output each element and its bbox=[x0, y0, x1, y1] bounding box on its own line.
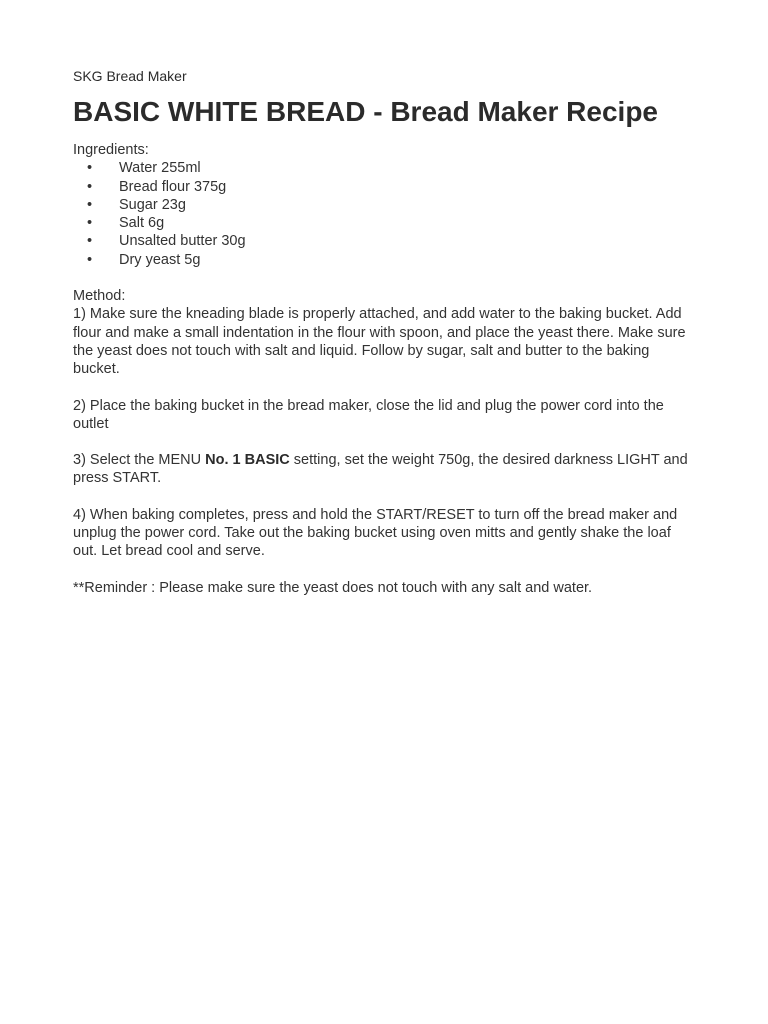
ingredient-text: Sugar 23g bbox=[119, 196, 186, 213]
step-3-text-start: 3) Select the MENU bbox=[73, 452, 206, 469]
ingredient-text: Unsalted butter 30g bbox=[119, 233, 246, 250]
list-item bbox=[73, 251, 695, 269]
ingredient-text: Salt 6g bbox=[119, 215, 165, 232]
method-section bbox=[73, 287, 695, 597]
bullet-icon: • bbox=[87, 178, 93, 195]
reminder-note: **Reminder : Please make sure the yeast does not touch with any salt and water. bbox=[73, 579, 593, 596]
ingredient-text: Dry yeast 5g bbox=[119, 251, 201, 268]
method-label: Method: bbox=[73, 288, 126, 305]
method-step-3 bbox=[73, 451, 695, 488]
list-item bbox=[73, 159, 695, 177]
method-step-1: 1) Make sure the kneading blade is properly attached, and add water to the baking bucket. Add flour and make a small indentation in the flour with spoon, and place the yeast there. Make sure the yeast does not touch with salt and liquid. Follow by sugar, salt and butter to the baking bucket. bbox=[73, 306, 686, 378]
list-item bbox=[73, 196, 695, 214]
bullet-icon: • bbox=[87, 251, 93, 268]
ingredients-list bbox=[73, 159, 695, 269]
bullet-icon: • bbox=[87, 196, 93, 213]
ingredients-section bbox=[73, 141, 695, 269]
list-item bbox=[73, 232, 695, 250]
step-3-menu-setting: No. 1 BASIC bbox=[205, 452, 290, 469]
method-step-2: 2) Place the baking bucket in the bread maker, close the lid and plug the power cord into the outlet bbox=[73, 397, 664, 432]
ingredient-text: Bread flour 375g bbox=[119, 178, 227, 195]
recipe-body bbox=[73, 141, 695, 597]
document-title: BASIC WHITE BREAD - Bread Maker Recipe bbox=[73, 96, 659, 127]
bullet-icon: • bbox=[87, 160, 93, 177]
bullet-icon: • bbox=[87, 215, 93, 232]
ingredient-text: Water 255ml bbox=[119, 160, 201, 177]
method-step-4: 4) When baking completes, press and hold the START/RESET to turn off the bread maker and unplug the power cord. Take out the baking bucket using oven mitts and gently shake the loaf out. Let bread cool and serve. bbox=[73, 506, 678, 560]
list-item bbox=[73, 214, 695, 232]
list-item bbox=[73, 178, 695, 196]
document-header: SKG Bread Maker bbox=[73, 68, 187, 84]
step-3-text-end: setting, set the weight 750g, the desired darkness LIGHT and press START. bbox=[73, 452, 688, 487]
bullet-icon: • bbox=[87, 233, 93, 250]
ingredients-label: Ingredients: bbox=[73, 142, 149, 158]
